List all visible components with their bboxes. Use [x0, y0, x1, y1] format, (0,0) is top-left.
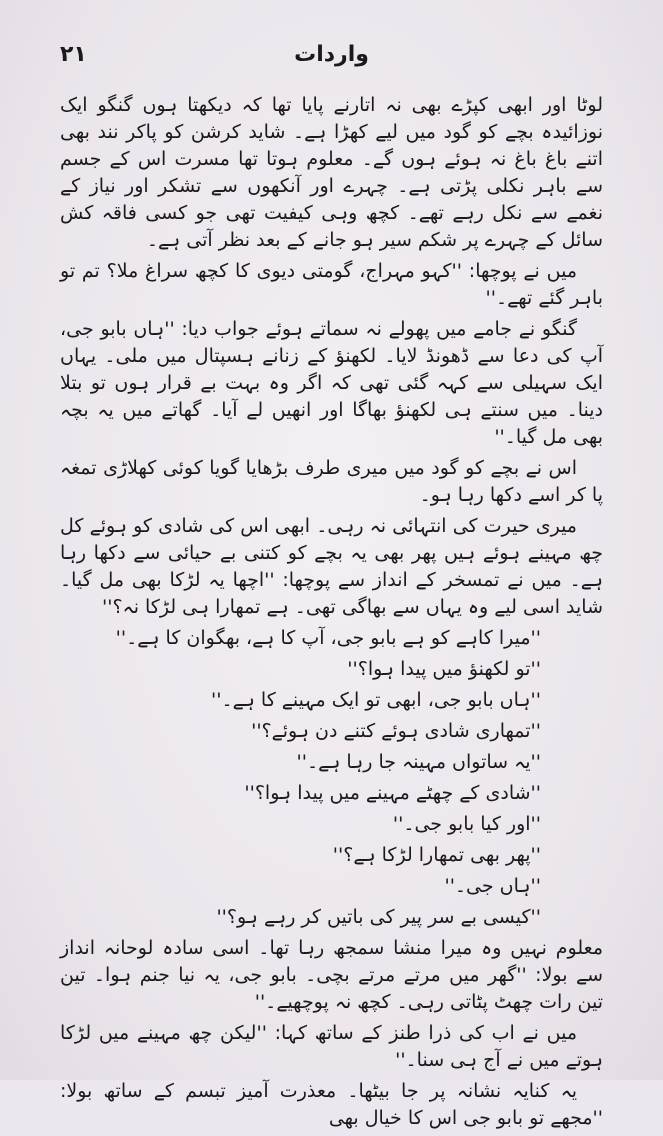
page-title: واردات: [294, 42, 369, 67]
paragraph: اس نے بچے کو گود میں میری طرف بڑھایا گویا کوئی کھلاڑی تمغہ پا کر اسے دکھا رہا ہو۔: [60, 457, 603, 506]
paragraph: لوٹا اور ابھی کپڑے بھی نہ اتارنے پایا تھا کہ دیکھتا ہوں گنگو ایک نوزائیدہ بچے کو گود میں لیے کھڑا ہے۔ شاید کرشن کو پاکر نند بھی اتنے باغ باغ نہ ہوئے ہوں گے۔ معلوم ہوتا تھا مسرت اس کے جسم سے باہر نکلی پڑتی ہے۔ چہرے اور آنکھوں سے تشکر اور نیاز کے نغمے سے نکل رہے تھے۔ کچھ وہی کیفیت تھی جو کسی فاقہ کش سائل کے چہرے پر شکم سیر ہو جانے کے بعد نظر آتی ہے۔: [60, 94, 603, 251]
dialogue-line: ''میرا کاہے کو ہے بابو جی، آپ کا ہے، بھگوان کا ہے۔'': [115, 627, 541, 649]
page-number: ۲۱: [60, 42, 87, 67]
body-text: [60, 92, 603, 1136]
paragraph: میں نے پوچھا: ''کہو مہراج، گومتی دیوی کا کچھ سراغ ملا؟ تم تو باہر گئے تھے۔'': [60, 260, 603, 309]
dialogue-line: ''تو لکھنؤ میں پیدا ہوا؟'': [347, 658, 541, 680]
dialogue-line: ''تمھاری شادی ہوئے کتنے دن ہوئے؟'': [251, 720, 541, 742]
dialogue-line: ''یہ ساتواں مہینہ جا رہا ہے۔'': [296, 751, 541, 773]
dialogue-line: ''ہاں جی۔'': [444, 875, 541, 897]
dialogue-line: ''ہاں بابو جی، ابھی تو ایک مہینے کا ہے۔'': [211, 689, 541, 711]
paragraph: گنگو نے جامے میں پھولے نہ سماتے ہوئے جواب دیا: ''ہاں بابو جی، آپ کی دعا سے ڈھونڈ لایا۔ لکھنؤ کے زنانے ہسپتال میں ملی۔ یہاں ایک سہیلی سے کہہ گئی تھی کہ اگر وہ بہت بے قرار ہوں تو بتلا دینا۔ میں سنتے ہی لکھنؤ بھاگا اور انھیں لے آیا۔ گھاتے میں یہ بچہ بھی مل گیا۔'': [60, 318, 603, 448]
dialogue-line: ''شادی کے چھٹے مہینے میں پیدا ہوا؟'': [244, 782, 541, 804]
dialogue-line: ''پھر بھی تمھارا لڑکا ہے؟'': [332, 844, 541, 866]
paragraph: معلوم نہیں وہ میرا منشا سمجھ رہا تھا۔ اسی سادہ لوحانہ انداز سے بولا: ''گھر میں مرتے مرتے بچی۔ بابو جی، یہ نیا جنم ہوا۔ تین تین رات چھٹ پٹاتی رہی۔ کچھ نہ پوچھیے۔'': [60, 937, 603, 1013]
dialogue-line: ''اور کیا بابو جی۔'': [392, 813, 541, 835]
page-header: [60, 38, 603, 78]
paragraph: یہ کنایہ نشانہ پر جا بیٹھا۔ معذرت آمیز تبسم کے ساتھ بولا: ''مجھے تو بابو جی اس کا خیال بھی: [60, 1080, 603, 1129]
paragraph: میری حیرت کی انتہائی نہ رہی۔ ابھی اس کی شادی کو ہوئے کل چھ مہینے ہوئے ہیں پھر بھی یہ بچے کو کتنی بے حیائی سے دکھا رہا ہے۔ میں نے تمسخر کے انداز سے پوچھا: ''اچھا یہ لڑکا بھی مل گیا۔ شاید اسی لیے وہ یہاں سے بھاگی تھی۔ ہے تمھارا ہی لڑکا نہ؟'': [60, 515, 603, 618]
paragraph: میں نے اب کی ذرا طنز کے ساتھ کہا: ''لیکن چھ مہینے میں لڑکا ہوتے میں نے آج ہی سنا۔'': [60, 1022, 603, 1071]
dialogue-line: ''کیسی بے سر پیر کی باتیں کر رہے ہو؟'': [216, 906, 541, 928]
